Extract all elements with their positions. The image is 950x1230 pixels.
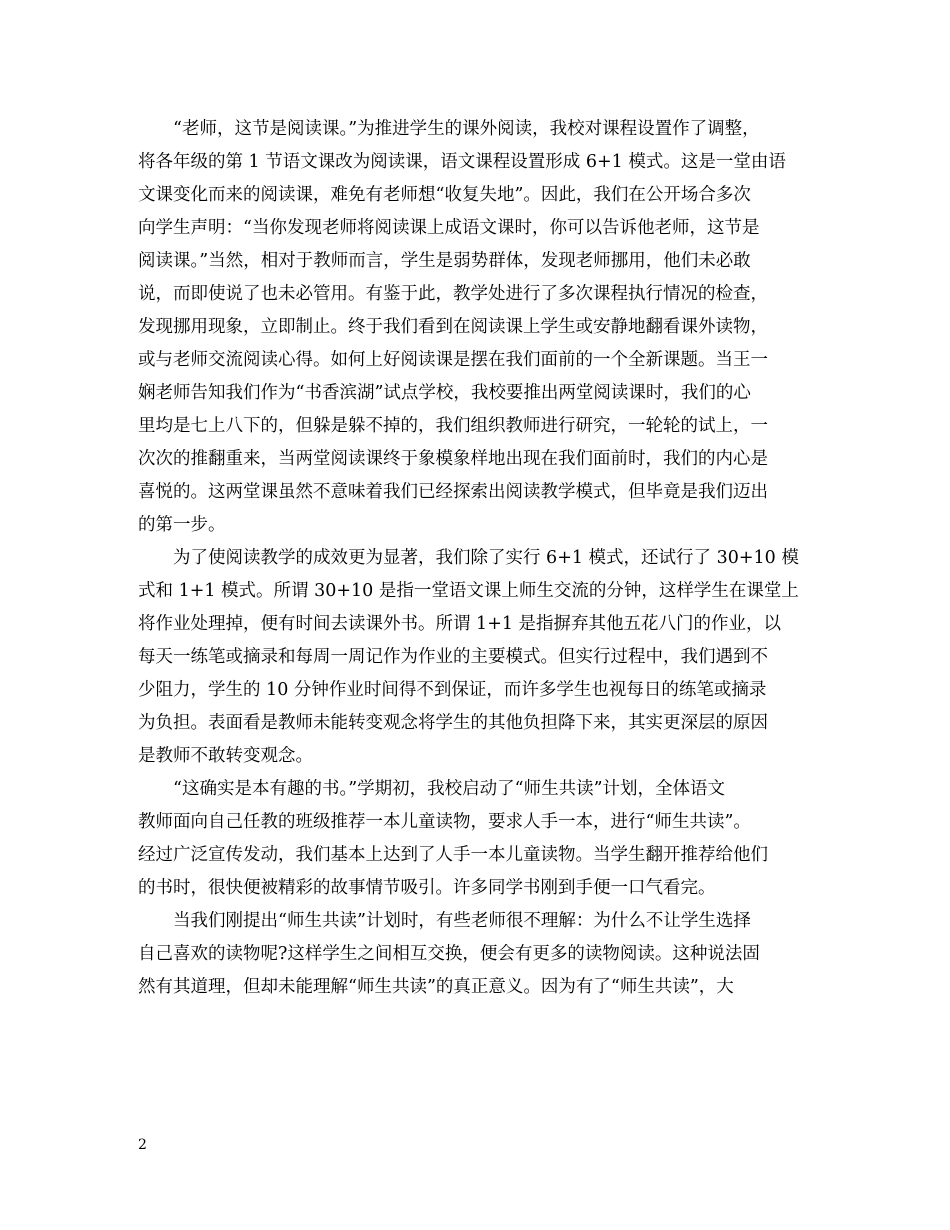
text-line: 说，而即使说了也未必管用。有鉴于此，教学处进行了多次课程执行情况的检查， [138,284,768,304]
text-line: 每天一练笔或摘录和每周一周记作为作业的主要模式。但实行过程中，我们遇到不 [138,647,768,667]
paragraph [138,542,828,773]
text-line: 少阻力，学生的 10 分钟作业时间得不到保证，而许多学生也视每日的练笔或摘录 [138,680,767,700]
text-line: 式和 1+1 模式。所谓 30+10 是指一堂语文课上师生交流的分钟，这样学生在课堂上 [138,581,799,601]
text-line: 或与老师交流阅读心得。如何上好阅读课是摆在我们面前的一个全新课题。当王一 [138,350,768,370]
text-line: 为了使阅读教学的成效更为显著，我们除了实行 6+1 模式，还试行了 30+10 模 [173,548,799,568]
text-line: 向学生声明：“当你发现老师将阅读课上成语文课时，你可以告诉他老师，这节是 [138,218,760,238]
text-line: “老师，这节是阅读课。”为推进学生的课外阅读，我校对课程设置作了调整， [173,119,760,139]
text-line: 喜悦的。这两堂课虽然不意味着我们已经探索出阅读教学模式，但毕竟是我们迈出 [138,482,768,502]
text-line: 次次的推翻重来，当两堂阅读课终于象模象样地出现在我们面前时，我们的内心是 [138,449,768,469]
text-line: 里均是七上八下的，但躲是躲不掉的，我们组织教师进行研究，一轮轮的试上，一 [138,416,768,436]
text-line: 将作业处理掉，便有时间去读课外书。所谓 1+1 是指摒弃其他五花八门的作业，以 [138,614,782,634]
text-line: “这确实是本有趣的书。”学期初，我校启动了“师生共读”计划，全体语文 [173,779,726,799]
paragraph [138,905,828,1004]
body-text [138,113,828,1004]
text-line: 当我们刚提出“师生共读”计划时，有些老师很不理解：为什么不让学生选择 [173,911,751,931]
text-line: 然有其道理，但却未能理解“师生共读”的真正意义。因为有了“师生共读”，大 [138,977,734,997]
text-line: 娴老师告知我们作为“书香滨湖”试点学校，我校要推出两堂阅读课时，我们的心 [138,383,751,403]
text-line: 的书时，很快便被精彩的故事情节吸引。许多同学书刚到手便一口气看完。 [138,878,716,898]
text-line: 将各年级的第 1 节语文课改为阅读课，语文课程设置形成 6+1 模式。这是一堂由语 [138,152,786,172]
text-line: 是教师不敢转变观念。 [138,746,313,766]
paragraph [138,773,828,905]
text-line: 自己喜欢的读物呢?这样学生之间相互交换，便会有更多的读物阅读。这种说法固 [138,944,760,964]
text-line: 为负担。表面看是教师未能转变观念将学生的其他负担降下来，其实更深层的原因 [138,713,768,733]
text-line: 文课变化而来的阅读课，难免有老师想“收复失地”。因此，我们在公开场合多次 [138,185,751,205]
text-line: 阅读课。”当然，相对于教师而言，学生是弱势群体，发现老师挪用，他们未必敢 [138,251,751,271]
text-line: 的第一步。 [138,515,226,535]
text-line: 教师面向自己任教的班级推荐一本儿童读物，要求人手一本，进行“师生共读”。 [138,812,751,832]
paragraph [138,113,828,542]
text-line: 发现挪用现象，立即制止。终于我们看到在阅读课上学生或安静地翻看课外读物， [138,317,768,337]
page-number: 2 [138,1137,147,1153]
text-line: 经过广泛宣传发动，我们基本上达到了人手一本儿童读物。当学生翻开推荐给他们 [138,845,768,865]
